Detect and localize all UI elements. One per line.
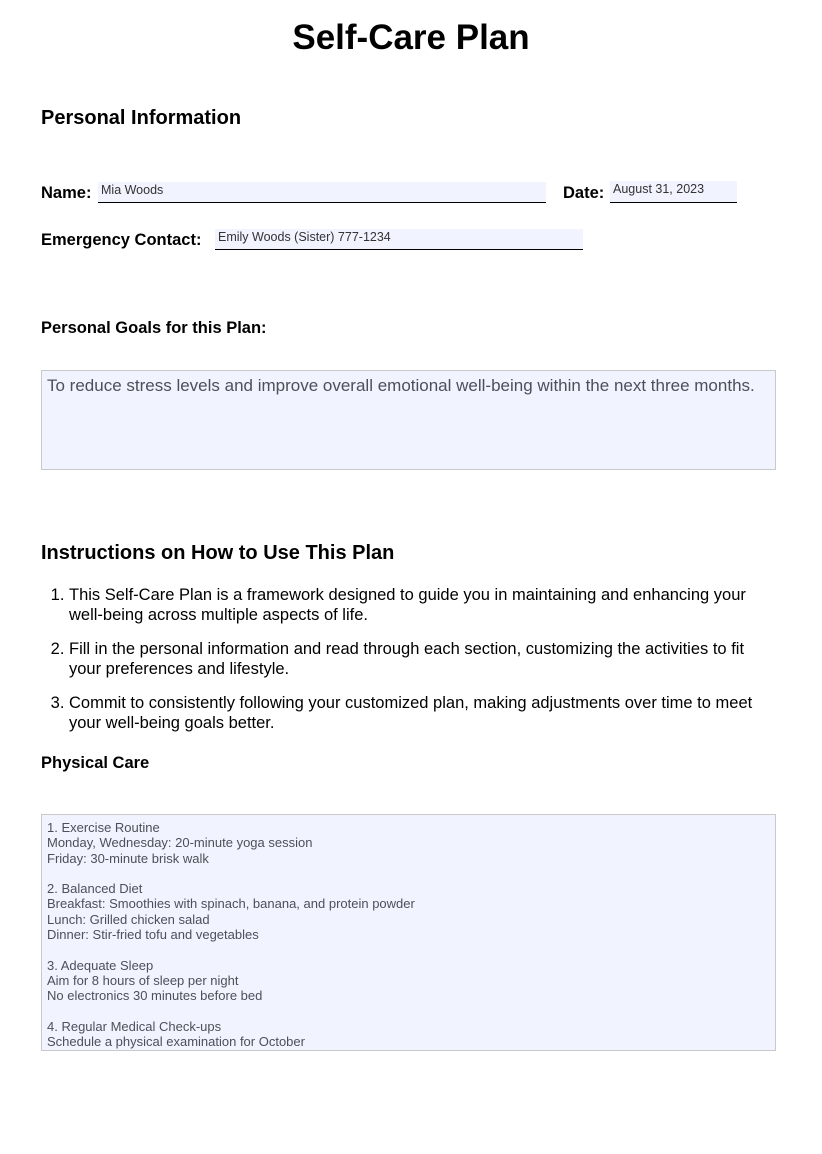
group-line: Friday: 30-minute brisk walk (47, 850, 209, 866)
personal-goals-heading: Personal Goals for this Plan: (41, 319, 267, 337)
personal-information-heading: Personal Information (41, 107, 242, 129)
group-line: No electronics 30 minutes before bed (47, 988, 263, 1004)
instruction-item: 1. This Self-Care Plan is a framework designed to guide you in maintaining and enhancing your well-being across multiple aspects of life. (69, 585, 771, 625)
date-field[interactable]: August 31, 2023 (610, 181, 737, 203)
group-title: 4. Regular Medical Check-ups (47, 1018, 222, 1034)
instructions-heading: Instructions on How to Use This Plan (41, 542, 395, 564)
name-field[interactable]: Mia Woods (98, 182, 546, 203)
emergency-contact-field[interactable]: Emily Woods (Sister) 777-1234 (215, 229, 583, 250)
group-line: Monday, Wednesday: 20-minute yoga session (47, 835, 313, 851)
emergency-contact-label: Emergency Contact: (41, 231, 202, 249)
physical-care-group (47, 1019, 770, 1050)
physical-care-group (47, 958, 770, 1004)
name-label: Name: (41, 184, 92, 202)
group-line: Lunch: Grilled chicken salad (47, 911, 210, 927)
page-title: Self-Care Plan (292, 18, 530, 57)
physical-care-group (47, 820, 770, 866)
group-line: Aim for 8 hours of sleep per night (47, 972, 239, 988)
group-title: 1. Exercise Routine (47, 820, 160, 835)
date-label: Date: (563, 184, 605, 202)
physical-care-textarea[interactable] (41, 814, 776, 1051)
physical-care-group (47, 881, 770, 942)
group-title: 2. Balanced Diet (47, 881, 143, 897)
personal-goals-textarea[interactable]: To reduce stress levels and improve overall emotional well-being within the next three months. (41, 370, 776, 470)
group-line: Schedule a physical examination for October (47, 1034, 305, 1050)
instruction-item: 2. Fill in the personal information and read through each section, customizing the activities to fit your preferences and lifestyle. (69, 639, 771, 679)
group-line: Dinner: Stir-fried tofu and vegetables (47, 927, 259, 943)
group-title: 3. Adequate Sleep (47, 957, 154, 973)
physical-care-heading: Physical Care (41, 754, 150, 772)
group-line: Breakfast: Smoothies with spinach, banana, and protein powder (47, 896, 415, 912)
instruction-item: 3. Commit to consistently following your customized plan, making adjustments over time to meet your well-being goals better. (69, 693, 771, 733)
instructions-list (41, 585, 771, 747)
